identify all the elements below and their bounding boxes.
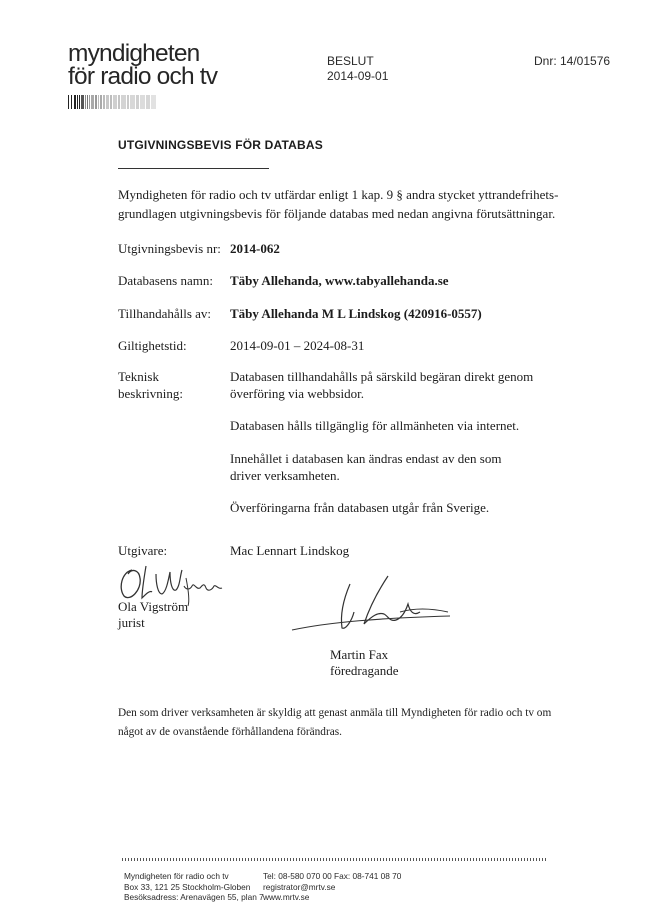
footer-phone-fax: Tel: 08-580 070 00 Fax: 08-741 08 70 [263, 871, 402, 881]
footer-contact-block [263, 871, 401, 903]
technical-p1-line-2: överföring via webbsidor. [230, 386, 364, 401]
signatory-left-role: jurist [118, 615, 145, 630]
signatory-right-role: föredragande [330, 663, 399, 678]
footer-address-block [124, 871, 264, 903]
validity-label: Giltighetstid: [118, 338, 187, 353]
intro-line-1: Myndigheten för radio och tv utfärdar enligt 1 kap. 9 § andra stycket yttrandefrihets- [118, 187, 559, 202]
footer-visiting-address: Besöksadress: Arenavägen 55, plan 7 [124, 892, 264, 902]
provider-label: Tillhandahålls av: [118, 306, 212, 321]
technical-paragraph-2: Databasen hålls tillgänglig för allmänheten via internet. [230, 418, 520, 433]
technical-p1-line-1: Databasen tillhandahålls på särskild begäran direkt genom [230, 369, 534, 384]
notice-line-1: Den som driver verksamheten är skyldig att genast anmäla till Myndigheten för radio och tv om [118, 707, 552, 719]
footer-postal-address: Box 33, 121 25 Stockholm-Globen [124, 881, 251, 892]
technical-label-line-2: beskrivning: [118, 386, 183, 401]
logo-wordmark-line2: för radio och tv [68, 63, 218, 90]
validity-value: 2014-09-01 – 2024-08-31 [230, 338, 365, 353]
logo-barcode-graphic [68, 95, 156, 109]
technical-paragraph-3 [230, 450, 501, 484]
certificate-number-value: 2014-062 [230, 241, 280, 256]
footer-divider [122, 858, 547, 861]
notice-line-2: något av de ovanstående förhållandena förändras. [118, 726, 342, 738]
provider-value: Täby Allehanda M L Lindskog (420916-0557) [230, 306, 482, 321]
change-notice [118, 704, 551, 742]
publisher-name: Mac Lennart Lindskog [230, 543, 350, 558]
signatory-left-name: Ola Vigström [118, 599, 189, 614]
footer-website: www.mrtv.se [263, 892, 310, 902]
intro-paragraph [118, 185, 558, 223]
technical-p3-line-1: Innehållet i databasen kan ändras endast av den som [230, 451, 502, 466]
technical-label-line-1: Teknisk [118, 369, 159, 384]
case-number: Dnr: 14/01576 [534, 54, 611, 68]
signature-martin-fax [290, 572, 460, 642]
technical-description-label [118, 368, 183, 402]
database-name-label: Databasens namn: [118, 273, 213, 288]
logo-wordmark-line1: myndigheten [68, 40, 200, 67]
footer-email: registrator@mrtv.se [263, 881, 336, 892]
footer-organization: Myndigheten för radio och tv [124, 871, 229, 881]
decision-date: 2014-09-01 [327, 69, 389, 83]
technical-p3-line-2: driver verksamheten. [230, 468, 340, 483]
technical-paragraph-4: Överföringarna från databasen utgår från Sverige. [230, 500, 490, 515]
intro-line-2: grundlagen utgivningsbevis för följande databas med nedan angivna förutsättningar. [118, 206, 556, 221]
document-type: BESLUT [327, 54, 374, 68]
technical-paragraph-1 [230, 368, 533, 402]
signatory-right-name: Martin Fax [330, 647, 389, 662]
certificate-number-label: Utgivningsbevis nr: [118, 241, 221, 256]
document-title: UTGIVNINGSBEVIS FÖR DATABAS [118, 138, 323, 152]
title-divider [118, 168, 269, 169]
publisher-label: Utgivare: [118, 543, 168, 558]
database-name-value: Täby Allehanda, www.tabyallehanda.se [230, 273, 449, 288]
